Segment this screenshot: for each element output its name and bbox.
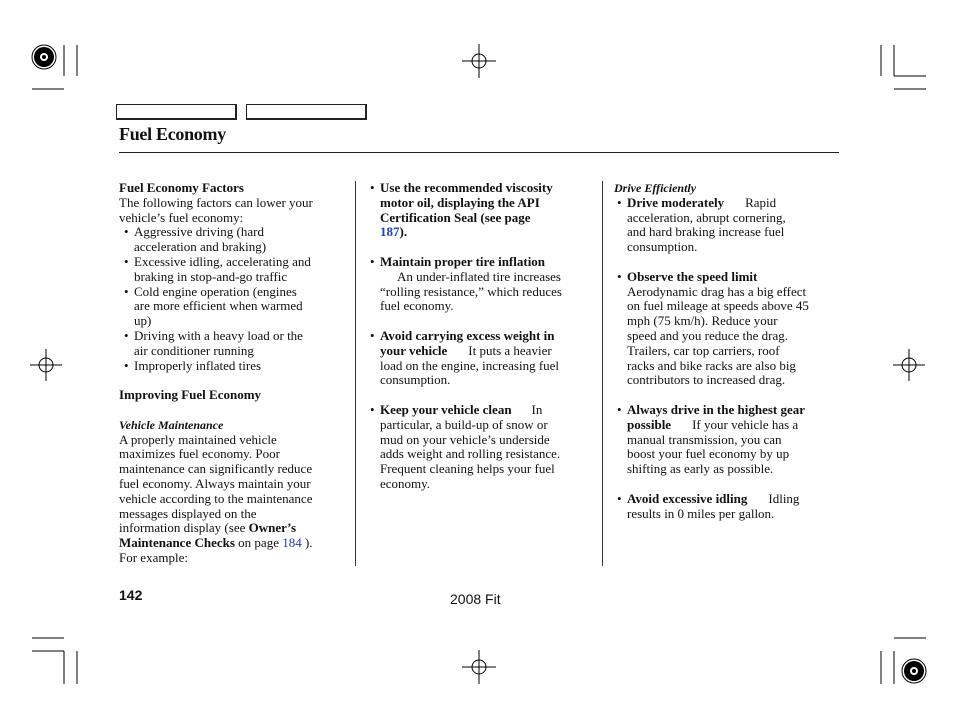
weight-text: It puts a heavier bbox=[468, 342, 552, 358]
maintenance-line: maintenance can significantly reduce bbox=[119, 461, 313, 477]
factor-line: up) bbox=[134, 313, 152, 329]
clean-line bbox=[380, 403, 597, 418]
column-2 bbox=[369, 181, 597, 492]
factors-intro-line: vehicle’s fuel economy: bbox=[119, 209, 244, 225]
gear-line: manual transmission, you can bbox=[627, 431, 782, 447]
clean-line: adds weight and rolling resistance. bbox=[380, 446, 561, 462]
moderate-heading: Drive moderately bbox=[627, 194, 725, 210]
weight-heading-line: • Avoid carrying excess weight in bbox=[380, 327, 555, 343]
oil-heading-line: motor oil, displaying the API bbox=[380, 194, 540, 210]
clean-item bbox=[369, 403, 597, 492]
maintenance-line: messages displayed on the bbox=[119, 505, 257, 521]
gear-line: boost your fuel economy by up bbox=[627, 446, 790, 462]
idle-line bbox=[627, 492, 844, 507]
factor-line: air conditioner running bbox=[134, 342, 254, 358]
gear-line bbox=[627, 418, 844, 433]
tire-line: An under-inflated tire increases bbox=[397, 268, 561, 284]
speed-line: speed and you reduce the drag. bbox=[627, 327, 788, 343]
idle-line: results in 0 miles per gallon. bbox=[627, 505, 775, 521]
speed-line: contributors to increased drag. bbox=[627, 372, 786, 388]
factor-line: are more efficient when warmed bbox=[134, 298, 303, 314]
factor-item bbox=[119, 359, 351, 374]
speed-item bbox=[616, 270, 844, 388]
maintenance-line: fuel economy. Always maintain your bbox=[119, 475, 311, 491]
clean-heading: Keep your vehicle clean bbox=[380, 401, 512, 417]
factor-line: • Excessive idling, accelerating and bbox=[134, 253, 311, 269]
factor-item bbox=[119, 329, 351, 359]
close-paren: ). bbox=[399, 224, 408, 240]
factor-item bbox=[119, 255, 351, 285]
column-1 bbox=[119, 181, 351, 566]
gear-heading-line: • Always drive in the highest gear bbox=[627, 401, 806, 417]
weight-heading-line: your vehicle bbox=[380, 342, 448, 358]
maintenance-subheading: Vehicle Maintenance bbox=[119, 417, 224, 432]
speed-line: racks and bike racks are also big bbox=[627, 357, 796, 373]
owners-manual-ref: Owner’s bbox=[248, 520, 297, 536]
column-3 bbox=[614, 181, 844, 521]
speed-line: mph (75 km/h). Reduce your bbox=[627, 313, 778, 329]
moderate-line: acceleration, abrupt cornering, bbox=[627, 209, 786, 225]
for-example-text: For example: bbox=[119, 549, 188, 565]
speed-line: Aerodynamic drag has a big effect bbox=[627, 283, 807, 299]
close-paren: ). bbox=[301, 535, 313, 551]
page-number: 142 bbox=[119, 587, 143, 603]
oil-heading-line: • Use the recommended viscosity bbox=[380, 180, 553, 195]
clean-line: economy. bbox=[380, 475, 431, 491]
title-divider bbox=[119, 152, 839, 153]
gear-heading-line: possible bbox=[627, 416, 672, 432]
oil-heading-line: Certification Seal (see page bbox=[380, 209, 531, 225]
weight-line: load on the engine, increasing fuel bbox=[380, 357, 560, 373]
maintenance-checks-ref: Maintenance Checks bbox=[119, 535, 235, 551]
tire-heading: • Maintain proper tire inflation bbox=[380, 253, 546, 269]
column-divider-1 bbox=[355, 181, 356, 566]
footer-model: 2008 Fit bbox=[450, 591, 501, 607]
drive-subheading: Drive Efficiently bbox=[614, 181, 697, 195]
tire-item bbox=[369, 255, 597, 270]
maintenance-line: A properly maintained vehicle bbox=[119, 431, 277, 447]
moderate-line: and hard braking increase fuel bbox=[627, 224, 785, 240]
page-184-link[interactable]: 184 bbox=[282, 535, 302, 551]
page-title: Fuel Economy bbox=[119, 124, 226, 144]
column-divider-2 bbox=[602, 181, 603, 566]
factors-heading: Fuel Economy Factors bbox=[119, 180, 244, 195]
clean-line: particular, a build-up of snow or bbox=[380, 416, 548, 432]
maintenance-line: maximizes fuel economy. Poor bbox=[119, 446, 280, 462]
moderate-item bbox=[616, 196, 844, 255]
weight-line bbox=[380, 344, 597, 359]
weight-line: consumption. bbox=[380, 372, 451, 388]
clean-line: Frequent cleaning helps your fuel bbox=[380, 461, 555, 477]
factor-item bbox=[119, 225, 351, 255]
idle-item bbox=[616, 492, 844, 522]
factor-item bbox=[119, 285, 351, 329]
factor-line: • Cold engine operation (engines bbox=[134, 283, 297, 299]
maintenance-line bbox=[119, 536, 351, 551]
page-187-link[interactable]: 187 bbox=[380, 224, 400, 240]
moderate-line: consumption. bbox=[627, 239, 698, 255]
improving-heading: Improving Fuel Economy bbox=[119, 387, 262, 403]
oil-item bbox=[369, 181, 597, 240]
header-tab-right bbox=[246, 104, 367, 120]
on-page-text: on page bbox=[234, 535, 283, 551]
oil-heading-line bbox=[380, 225, 597, 240]
factor-line: • Aggressive driving (hard bbox=[134, 224, 264, 240]
maintenance-line bbox=[119, 521, 351, 536]
speed-line: Trailers, car top carriers, roof bbox=[627, 342, 780, 358]
clean-line: mud on your vehicle’s underside bbox=[380, 431, 550, 447]
tire-line: “rolling resistance,” which reduces bbox=[380, 283, 562, 299]
weight-item bbox=[369, 329, 597, 388]
factor-line: • Improperly inflated tires bbox=[134, 357, 262, 373]
gear-item bbox=[616, 403, 844, 477]
factors-intro-line: The following factors can lower your bbox=[119, 194, 313, 210]
moderate-line bbox=[627, 196, 844, 211]
speed-heading: • Observe the speed limit bbox=[627, 268, 758, 284]
factor-line: • Driving with a heavy load or the bbox=[134, 327, 303, 343]
maintenance-text: information display (see bbox=[119, 520, 246, 536]
gear-line: shifting as early as possible. bbox=[627, 461, 774, 477]
idle-heading: Avoid excessive idling bbox=[627, 490, 748, 506]
header-tab-left bbox=[116, 104, 237, 120]
moderate-text: Rapid bbox=[745, 194, 777, 210]
speed-line: on fuel mileage at speeds above 45 bbox=[627, 298, 809, 314]
factor-line: braking in stop-and-go traffic bbox=[134, 268, 288, 284]
gear-text: If your vehicle has a bbox=[692, 416, 799, 432]
maintenance-line: vehicle according to the maintenance bbox=[119, 490, 313, 506]
idle-text: Idling bbox=[768, 490, 800, 506]
factor-line: acceleration and braking) bbox=[134, 239, 267, 255]
tire-line: fuel economy. bbox=[380, 298, 454, 314]
clean-text: In bbox=[531, 401, 543, 417]
